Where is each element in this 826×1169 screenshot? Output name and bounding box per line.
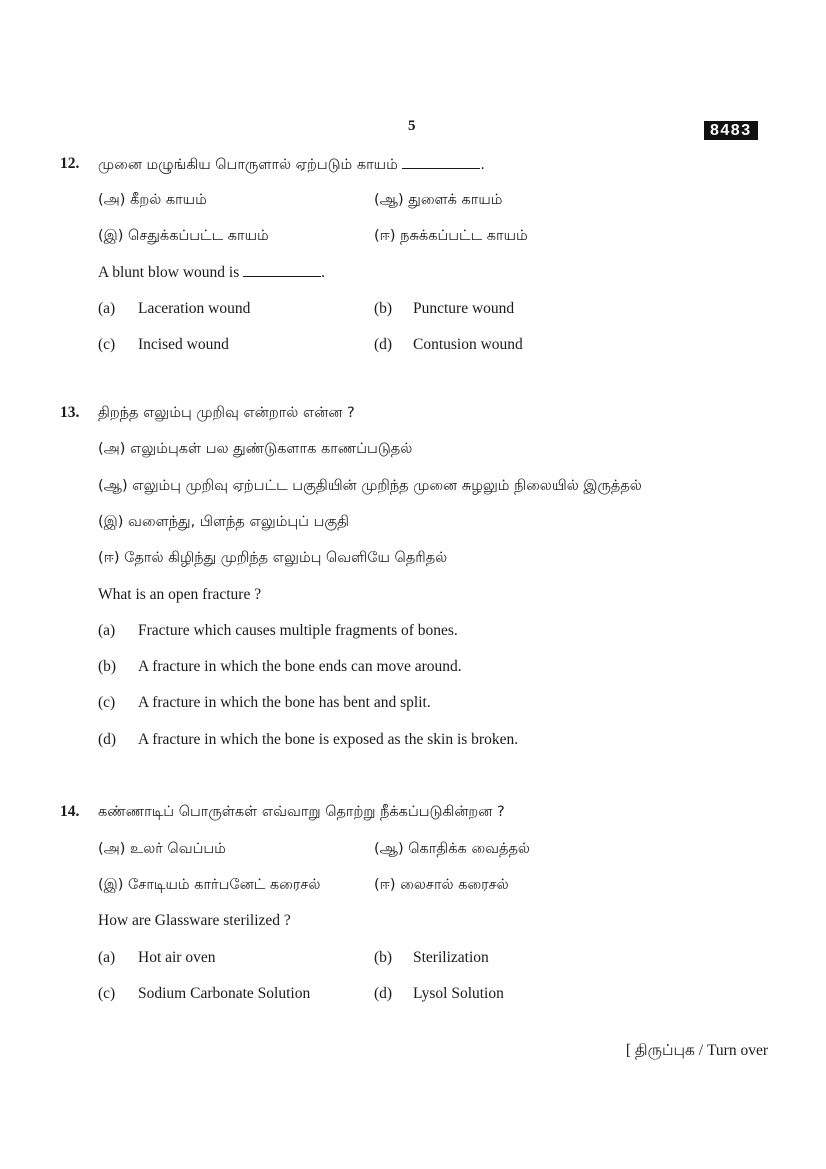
question-number: 12. bbox=[60, 155, 80, 172]
option-text: Contusion wound bbox=[413, 336, 523, 353]
option-text: A fracture in which the bone ends can move around. bbox=[138, 658, 462, 675]
answer-blank bbox=[402, 156, 480, 169]
option-tamil: (இ) சோடியம் கார்பனேட் கரைசல் bbox=[98, 877, 321, 893]
question-stem-english: What is an open fracture ? bbox=[98, 586, 262, 603]
option-text: Laceration wound bbox=[138, 300, 251, 317]
page-number: 5 bbox=[408, 118, 416, 134]
question-stem-english: How are Glassware sterilized ? bbox=[98, 912, 291, 929]
option-label: (d) bbox=[98, 731, 117, 748]
option-tamil: (இ) செதுக்கப்பட்ட காயம் bbox=[98, 228, 269, 244]
option-tamil: (இ) வளைந்து, பிளந்த எலும்புப் பகுதி bbox=[98, 514, 350, 530]
option-text: A fracture in which the bone is exposed as the skin is broken. bbox=[138, 731, 519, 748]
paper-code-badge: 8483 bbox=[704, 121, 758, 140]
option-tamil: (ஆ) எலும்பு முறிவு ஏற்பட்ட பகுதியின் முறிந்த முனை சுழலும் நிலையில் இருத்தல் bbox=[98, 478, 642, 494]
option-label: (d) bbox=[374, 336, 393, 353]
option-tamil: (ஈ) தோல் கிழிந்து முறிந்த எலும்பு வெளியே தெரிதல் bbox=[98, 550, 448, 566]
option-label: (b) bbox=[374, 300, 393, 317]
option-label: (d) bbox=[374, 985, 393, 1002]
question-number: 13. bbox=[60, 404, 80, 421]
option-text: A fracture in which the bone has bent and split. bbox=[138, 694, 431, 711]
question-stem-english: A blunt blow wound is . bbox=[98, 264, 325, 281]
turn-over-note: [ திருப்புக / Turn over bbox=[625, 1042, 768, 1059]
option-label: (c) bbox=[98, 694, 116, 711]
option-tamil: (அ) உலர் வெப்பம் bbox=[98, 841, 226, 857]
option-tamil: (ஈ) லைசால் கரைசல் bbox=[374, 877, 509, 893]
question-stem-tamil: திறந்த எலும்பு முறிவு என்றால் என்ன ? bbox=[98, 405, 355, 421]
option-label: (a) bbox=[98, 622, 116, 639]
question-stem-tamil: கண்ணாடிப் பொருள்கள் எவ்வாறு தொற்று நீக்கப்படுகின்றன ? bbox=[98, 804, 505, 820]
option-text: Puncture wound bbox=[413, 300, 515, 317]
option-text: Sterilization bbox=[413, 949, 489, 966]
option-text: Sodium Carbonate Solution bbox=[138, 985, 311, 1002]
option-text: Incised wound bbox=[138, 336, 229, 353]
option-text: Lysol Solution bbox=[413, 985, 504, 1002]
option-tamil: (ஈ) நசுக்கப்பட்ட காயம் bbox=[374, 228, 528, 244]
option-tamil: (அ) கீறல் காயம் bbox=[98, 192, 207, 208]
answer-blank bbox=[243, 264, 321, 277]
option-label: (b) bbox=[98, 658, 117, 675]
option-tamil: (அ) எலும்புகள் பல துண்டுகளாக காணப்படுதல் bbox=[98, 441, 413, 457]
option-text: Fracture which causes multiple fragments of bones. bbox=[138, 622, 458, 639]
question-stem-tamil: முனை மழுங்கிய பொருளால் ஏற்படும் காயம் . bbox=[98, 157, 486, 173]
question-number: 14. bbox=[60, 803, 80, 820]
option-label: (a) bbox=[98, 300, 116, 317]
option-text: Hot air oven bbox=[138, 949, 216, 966]
option-label: (c) bbox=[98, 985, 116, 1002]
option-tamil: (ஆ) கொதிக்க வைத்தல் bbox=[374, 841, 530, 857]
option-label: (a) bbox=[98, 949, 116, 966]
option-tamil: (ஆ) துளைக் காயம் bbox=[374, 192, 503, 208]
option-label: (b) bbox=[374, 949, 393, 966]
option-label: (c) bbox=[98, 336, 116, 353]
